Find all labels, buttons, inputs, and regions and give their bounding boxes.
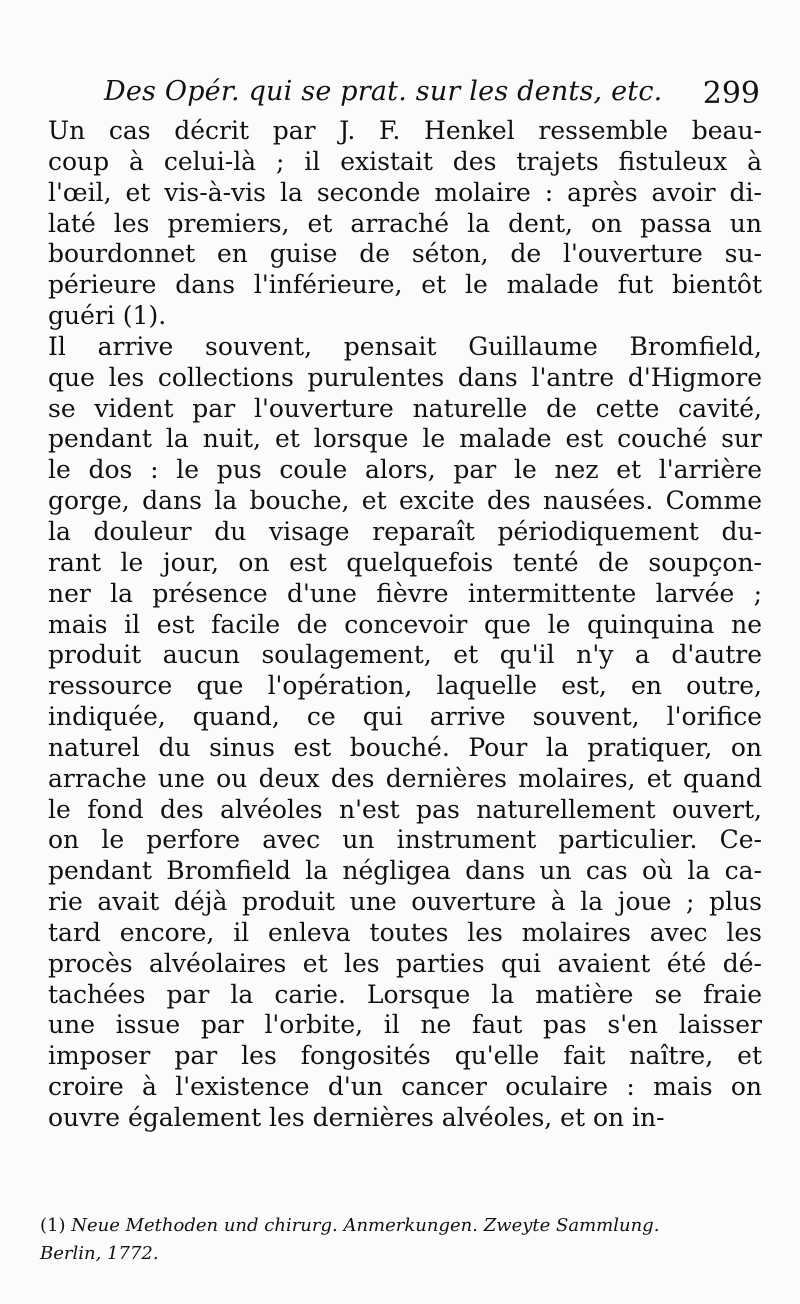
text-line: pendant la nuit, et lorsque le malade est couché sur [48,424,762,454]
running-title: Des Opér. qui se prat. sur les dents, etc. [104,76,663,107]
text-line: rant le jour, on est quelquefois tenté de soupçon- [48,547,762,577]
text-line: mais il est facile de concevoir que le quinquina ne [48,609,762,639]
text-line: Il arrive souvent, pensait Guillaume Bromfield, [48,331,762,361]
text-line: coup à celui-là ; il existait des trajets fistuleux à [48,146,762,176]
text-line: croire à l'existence d'un cancer oculaire : mais on [48,1072,762,1102]
text-line: arrache une ou deux des dernières molaires, et quand [48,763,762,793]
text-line: se vident par l'ouverture naturelle de cette cavité, [48,393,762,423]
text-line: naturel du sinus est bouché. Pour la pratiquer, on [48,732,762,762]
text-line: indiquée, quand, ce qui arrive souvent, l'orifice [48,702,762,732]
footnote [40,1212,780,1268]
body-text [48,116,762,1134]
text-line: périeure dans l'inférieure, et le malade fut bientôt [48,270,762,300]
text-line: le dos : le pus coule alors, par le nez et l'arrière [48,455,762,485]
footnote-marker: (1) [40,1215,66,1236]
text-line: laté les premiers, et arraché la dent, on passa un [48,208,762,238]
text-line: Un cas décrit par J. F. Henkel ressemble beau- [48,116,762,145]
text-line: tachées par la carie. Lorsque la matière se fraie [48,979,762,1009]
text-line: rie avait déjà produit une ouverture à la joue ; plus [48,887,762,917]
text-line: produit aucun soulagement, et qu'il n'y a d'autre [48,640,762,670]
text-line: ner la présence d'une fièvre intermittente larvée ; [48,578,762,608]
text-line: bourdonnet en guise de séton, de l'ouverture su- [48,239,762,269]
text-line: guéri (1). [48,301,167,331]
text-line: le fond des alvéoles n'est pas naturellement ouvert, [48,794,762,824]
text-line: pendant Bromfield la négligea dans un cas où la ca- [48,856,762,886]
text-line: gorge, dans la bouche, et excite des nausées. Comme [48,486,762,516]
text-line: ressource que l'opération, laquelle est, en outre, [48,671,762,701]
text-line: on le perfore avec un instrument particulier. Ce- [48,825,762,855]
text-line: l'œil, et vis-à-vis la seconde molaire : après avoir di- [48,177,762,207]
page-header [104,76,762,116]
text-line: la douleur du visage reparaît périodiquement du- [48,516,762,546]
page-number: 299 [702,76,760,111]
footnote-line-2: Berlin, 1772. [40,1243,159,1264]
text-line: tard encore, il enleva toutes les molaires avec les [48,917,762,947]
text-line: que les collections purulentes dans l'antre d'Higmore [48,362,762,392]
text-line: imposer par les fongosités qu'elle fait naître, et [48,1041,762,1071]
footnote-citation: Neue Methoden und chirurg. Anmerkungen. Zweyte Sammlung. [71,1215,660,1236]
text-line: procès alvéolaires et les parties qui avaient été dé- [48,948,762,978]
footnote-line-1 [40,1212,780,1240]
text-line: une issue par l'orbite, il ne faut pas s'en laisser [48,1010,762,1040]
text-line: ouvre également les dernières alvéoles, et on in- [48,1103,665,1132]
